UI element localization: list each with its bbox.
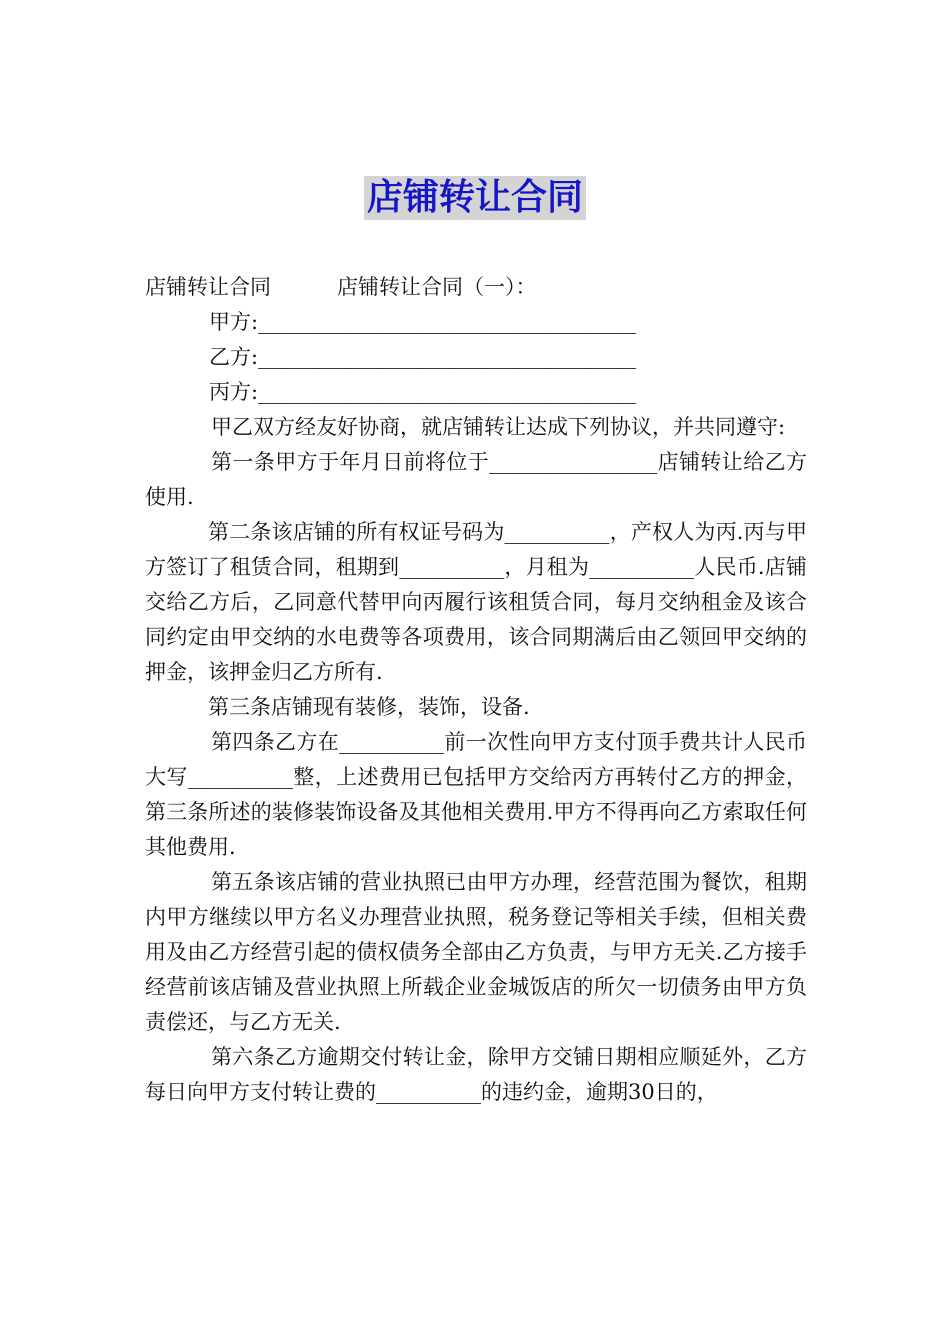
header-line-left: 店铺转让合同 — [145, 275, 271, 299]
paragraph-article-2: 第二条该店铺的所有权证号码为__________，产权人为丙.丙与甲方签订了租赁合同，租期到__________，月租为__________人民币.店铺交给乙方后，乙同意代替甲向丙履行该租赁合同，每月交纳租金及该合同约定由甲交纳的水电费等各项费用，该合同期满后由乙领回甲交纳的押金，该押金归乙方所有. — [145, 520, 807, 684]
party-c-line: 丙方:____________________________________ — [209, 380, 637, 404]
paragraph-article-6: 第六条乙方逾期交付转让金，除甲方交铺日期相应顺延外，乙方每日向甲方支付转让费的__________的违约金，逾期30日的， — [145, 1045, 807, 1104]
paragraph-article-1: 第一条甲方于年月日前将位于________________店铺转让给乙方使用. — [145, 450, 807, 509]
header-line — [145, 270, 807, 305]
document-title: 店铺转让合同 — [364, 176, 586, 220]
paragraph-article-4: 第四条乙方在__________前一次性向甲方支付顶手费共计人民币大写__________整，上述费用已包括甲方交给丙方再转付乙方的押金，第三条所述的装修装饰设备及其他相关费用.甲方不得再向乙方索取任何其他费用. — [145, 730, 807, 859]
title-container — [0, 176, 950, 220]
paragraph-article-3: 第三条店铺现有装修，装饰，设备. — [208, 695, 530, 719]
document-body — [145, 270, 807, 1110]
header-line-right: 店铺转让合同（一）： — [337, 275, 537, 299]
party-a-line: 甲方:____________________________________ — [209, 310, 637, 334]
paragraph-article-5: 第五条该店铺的营业执照已由甲方办理，经营范围为餐饮，租期内甲方继续以甲方名义办理营业执照，税务登记等相关手续，但相关费用及由乙方经营引起的债权债务全部由乙方负责，与甲方无关.乙方接手经营前该店铺及营业执照上所载企业金城饭店的所欠一切债务由甲方负责偿还，与乙方无关. — [145, 870, 807, 1034]
paragraph-intro: 甲乙双方经友好协商，就店铺转让达成下列协议，并共同遵守: — [211, 415, 786, 439]
party-b-line: 乙方:____________________________________ — [209, 345, 637, 369]
